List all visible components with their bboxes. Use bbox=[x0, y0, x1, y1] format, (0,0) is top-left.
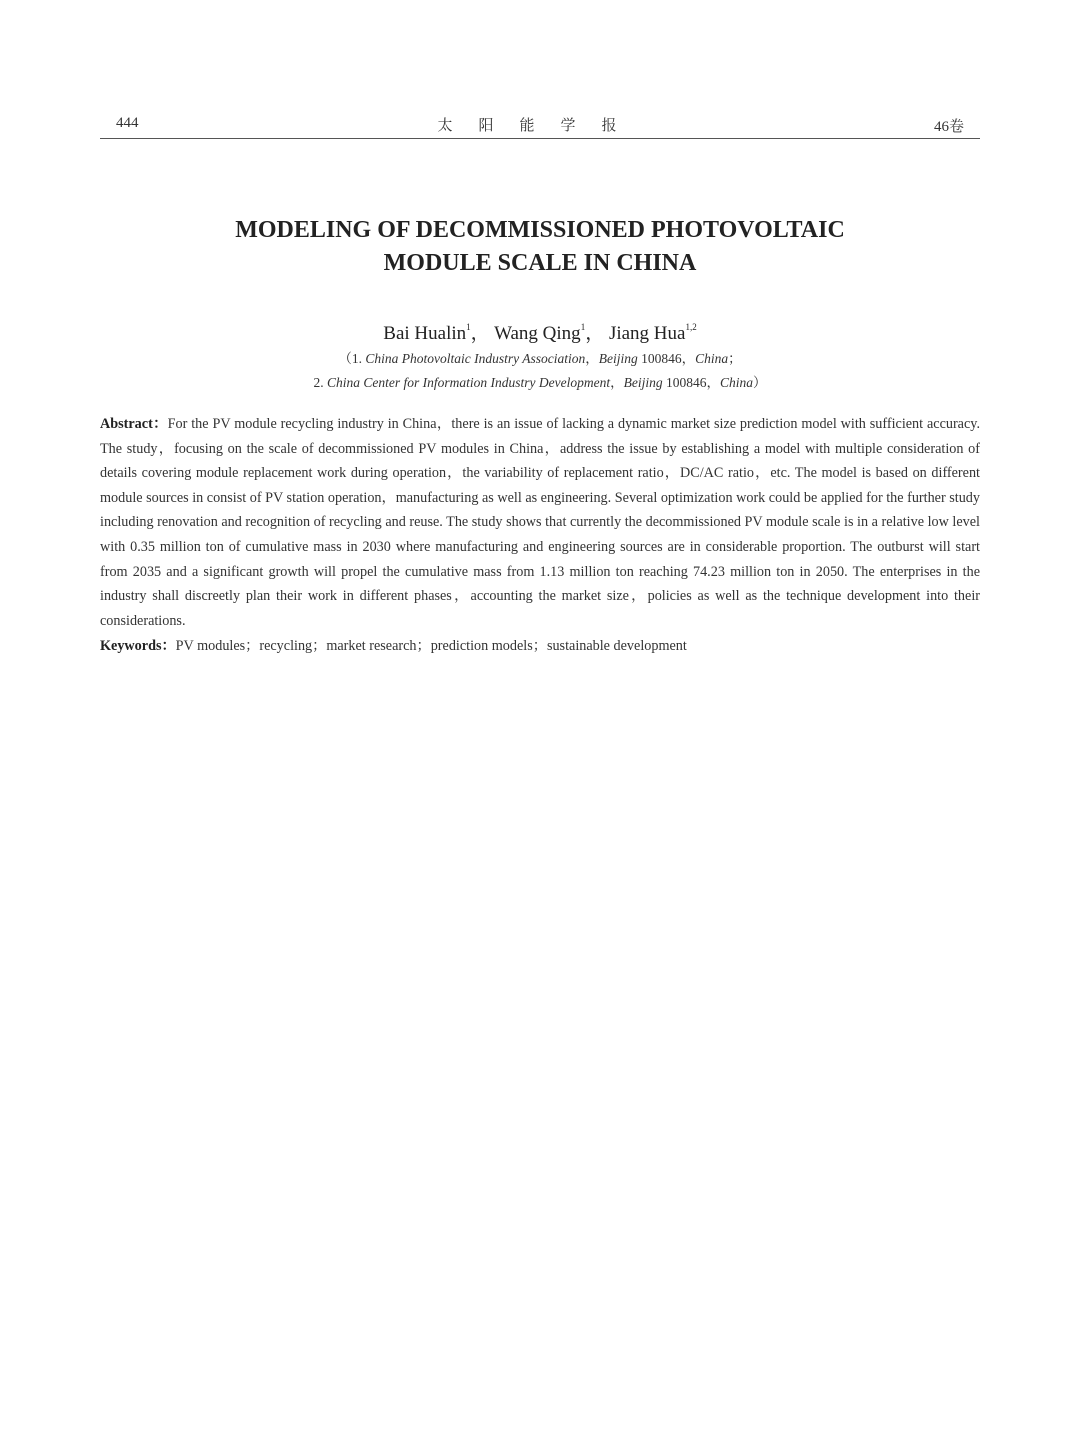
author-separator: ， bbox=[585, 323, 605, 344]
keywords-text: PV modules；recycling；market research；prediction models；sustainable development bbox=[175, 638, 687, 654]
abstract-label: Abstract： bbox=[100, 416, 168, 432]
abstract-text: For the PV module recycling industry in China，there is an issue of lacking a dynamic market size prediction model with sufficient accuracy. The study，focusing on the scale of decommissioned PV modules in China，address the issue by establishing a model with multiple consideration of details covering module replacement work during operation，the variability of replacement ratio，DC/AC ratio，etc. The model is based on different module sources in consist of PV station operation，manufacturing as well as engineering. Several optimization work could be applied for the further study including renovation and recognition of recycling and reuse. The study shows that currently the decommissioned PV module scale is in a relative low level with 0.35 million ton of cumulative mass in 2030 where manufacturing and engineering sources are in considerable proportion. The outburst will start from 2035 and a significant growth will propel the cumulative mass from 1.13 million ton reaching 74.23 million ton in 2050. The enterprises in the industry shall discreetly plan their work in different phases，accounting the market size，policies as well as the technique development into their considerations. bbox=[100, 416, 980, 629]
title-line-1: MODELING OF DECOMMISSIONED PHOTOVOLTAIC bbox=[235, 217, 845, 243]
title-line-2: MODULE SCALE IN CHINA bbox=[383, 250, 697, 276]
running-header bbox=[100, 112, 980, 139]
affiliation-postcode: 100846 bbox=[637, 351, 682, 366]
author-name: Jiang Hua bbox=[608, 323, 686, 344]
affiliation-org: China Photovoltaic Industry Association bbox=[365, 351, 586, 366]
author-affiliation-mark: 1 bbox=[466, 322, 471, 332]
author-list bbox=[100, 318, 980, 345]
affiliation-country: China bbox=[695, 351, 729, 366]
volume-label: 46卷 bbox=[933, 119, 964, 135]
author-separator: ， bbox=[470, 323, 490, 344]
affiliation-1: （1. China Photovoltaic Industry Association，Beijing 100846，China； bbox=[338, 351, 742, 366]
paper-title bbox=[100, 214, 980, 280]
author-affiliation-mark: 1 bbox=[580, 322, 586, 332]
affiliation-city: Beijing bbox=[623, 375, 663, 390]
affiliation-postcode: 100846 bbox=[662, 375, 707, 390]
affiliation-2: 2. China Center for Information Industry Development，Beijing 100846，China） bbox=[313, 375, 767, 390]
author-name: Bai Hualin bbox=[383, 323, 467, 344]
author-name: Wang Qing bbox=[494, 323, 581, 344]
page-number: 444 bbox=[116, 115, 139, 131]
abstract bbox=[100, 412, 980, 633]
keywords-label: Keywords： bbox=[100, 638, 176, 654]
affiliation-country: China bbox=[719, 375, 753, 390]
affiliation-org: China Center for Information Industry Development bbox=[327, 375, 611, 390]
journal-name: 太阳能学报 bbox=[437, 118, 643, 134]
affiliation-city: Beijing bbox=[598, 351, 638, 366]
keywords bbox=[100, 634, 980, 659]
author-affiliation-mark: 1,2 bbox=[685, 322, 697, 332]
